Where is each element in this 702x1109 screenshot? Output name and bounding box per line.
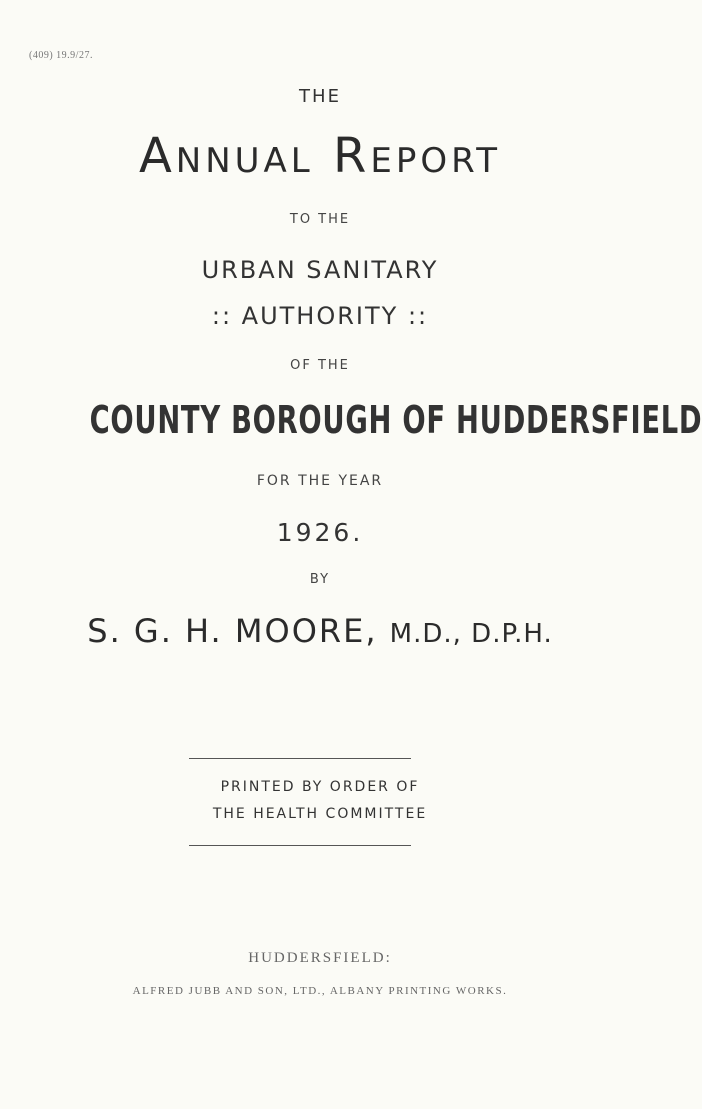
of-the-label: OF THE — [290, 358, 350, 373]
author-degrees: M.D., D.P.H. — [389, 619, 553, 649]
printed-by-line-1: PRINTED BY ORDER OF — [220, 779, 420, 795]
imprint-place: HUDDERSFIELD: — [248, 950, 392, 966]
report-title: Annual Report — [138, 128, 502, 184]
divider-bottom — [189, 845, 411, 846]
report-year: 1926. — [276, 518, 364, 547]
divider-top — [189, 758, 411, 759]
borough-name: COUNTY BOROUGH OF HUDDERSFIELD — [89, 398, 702, 442]
to-the-label: TO THE — [289, 212, 351, 227]
by-label: BY — [309, 572, 331, 587]
author-line — [0, 612, 640, 650]
printed-by-line-2: THE HEALTH COMMITTEE — [212, 806, 428, 822]
for-the-year-label: FOR THE YEAR — [256, 473, 384, 489]
authority-line-2: :: AUTHORITY :: — [211, 302, 429, 330]
authority-line-1: URBAN SANITARY — [201, 256, 439, 284]
imprint-printer: ALFRED JUBB AND SON, LTD., ALBANY PRINTING WORKS. — [132, 985, 508, 997]
author-name: S. G. H. MOORE, — [87, 612, 378, 650]
title-prefix: THE — [299, 86, 341, 107]
catalogue-reference: (409) 19.9/27. — [29, 50, 93, 61]
